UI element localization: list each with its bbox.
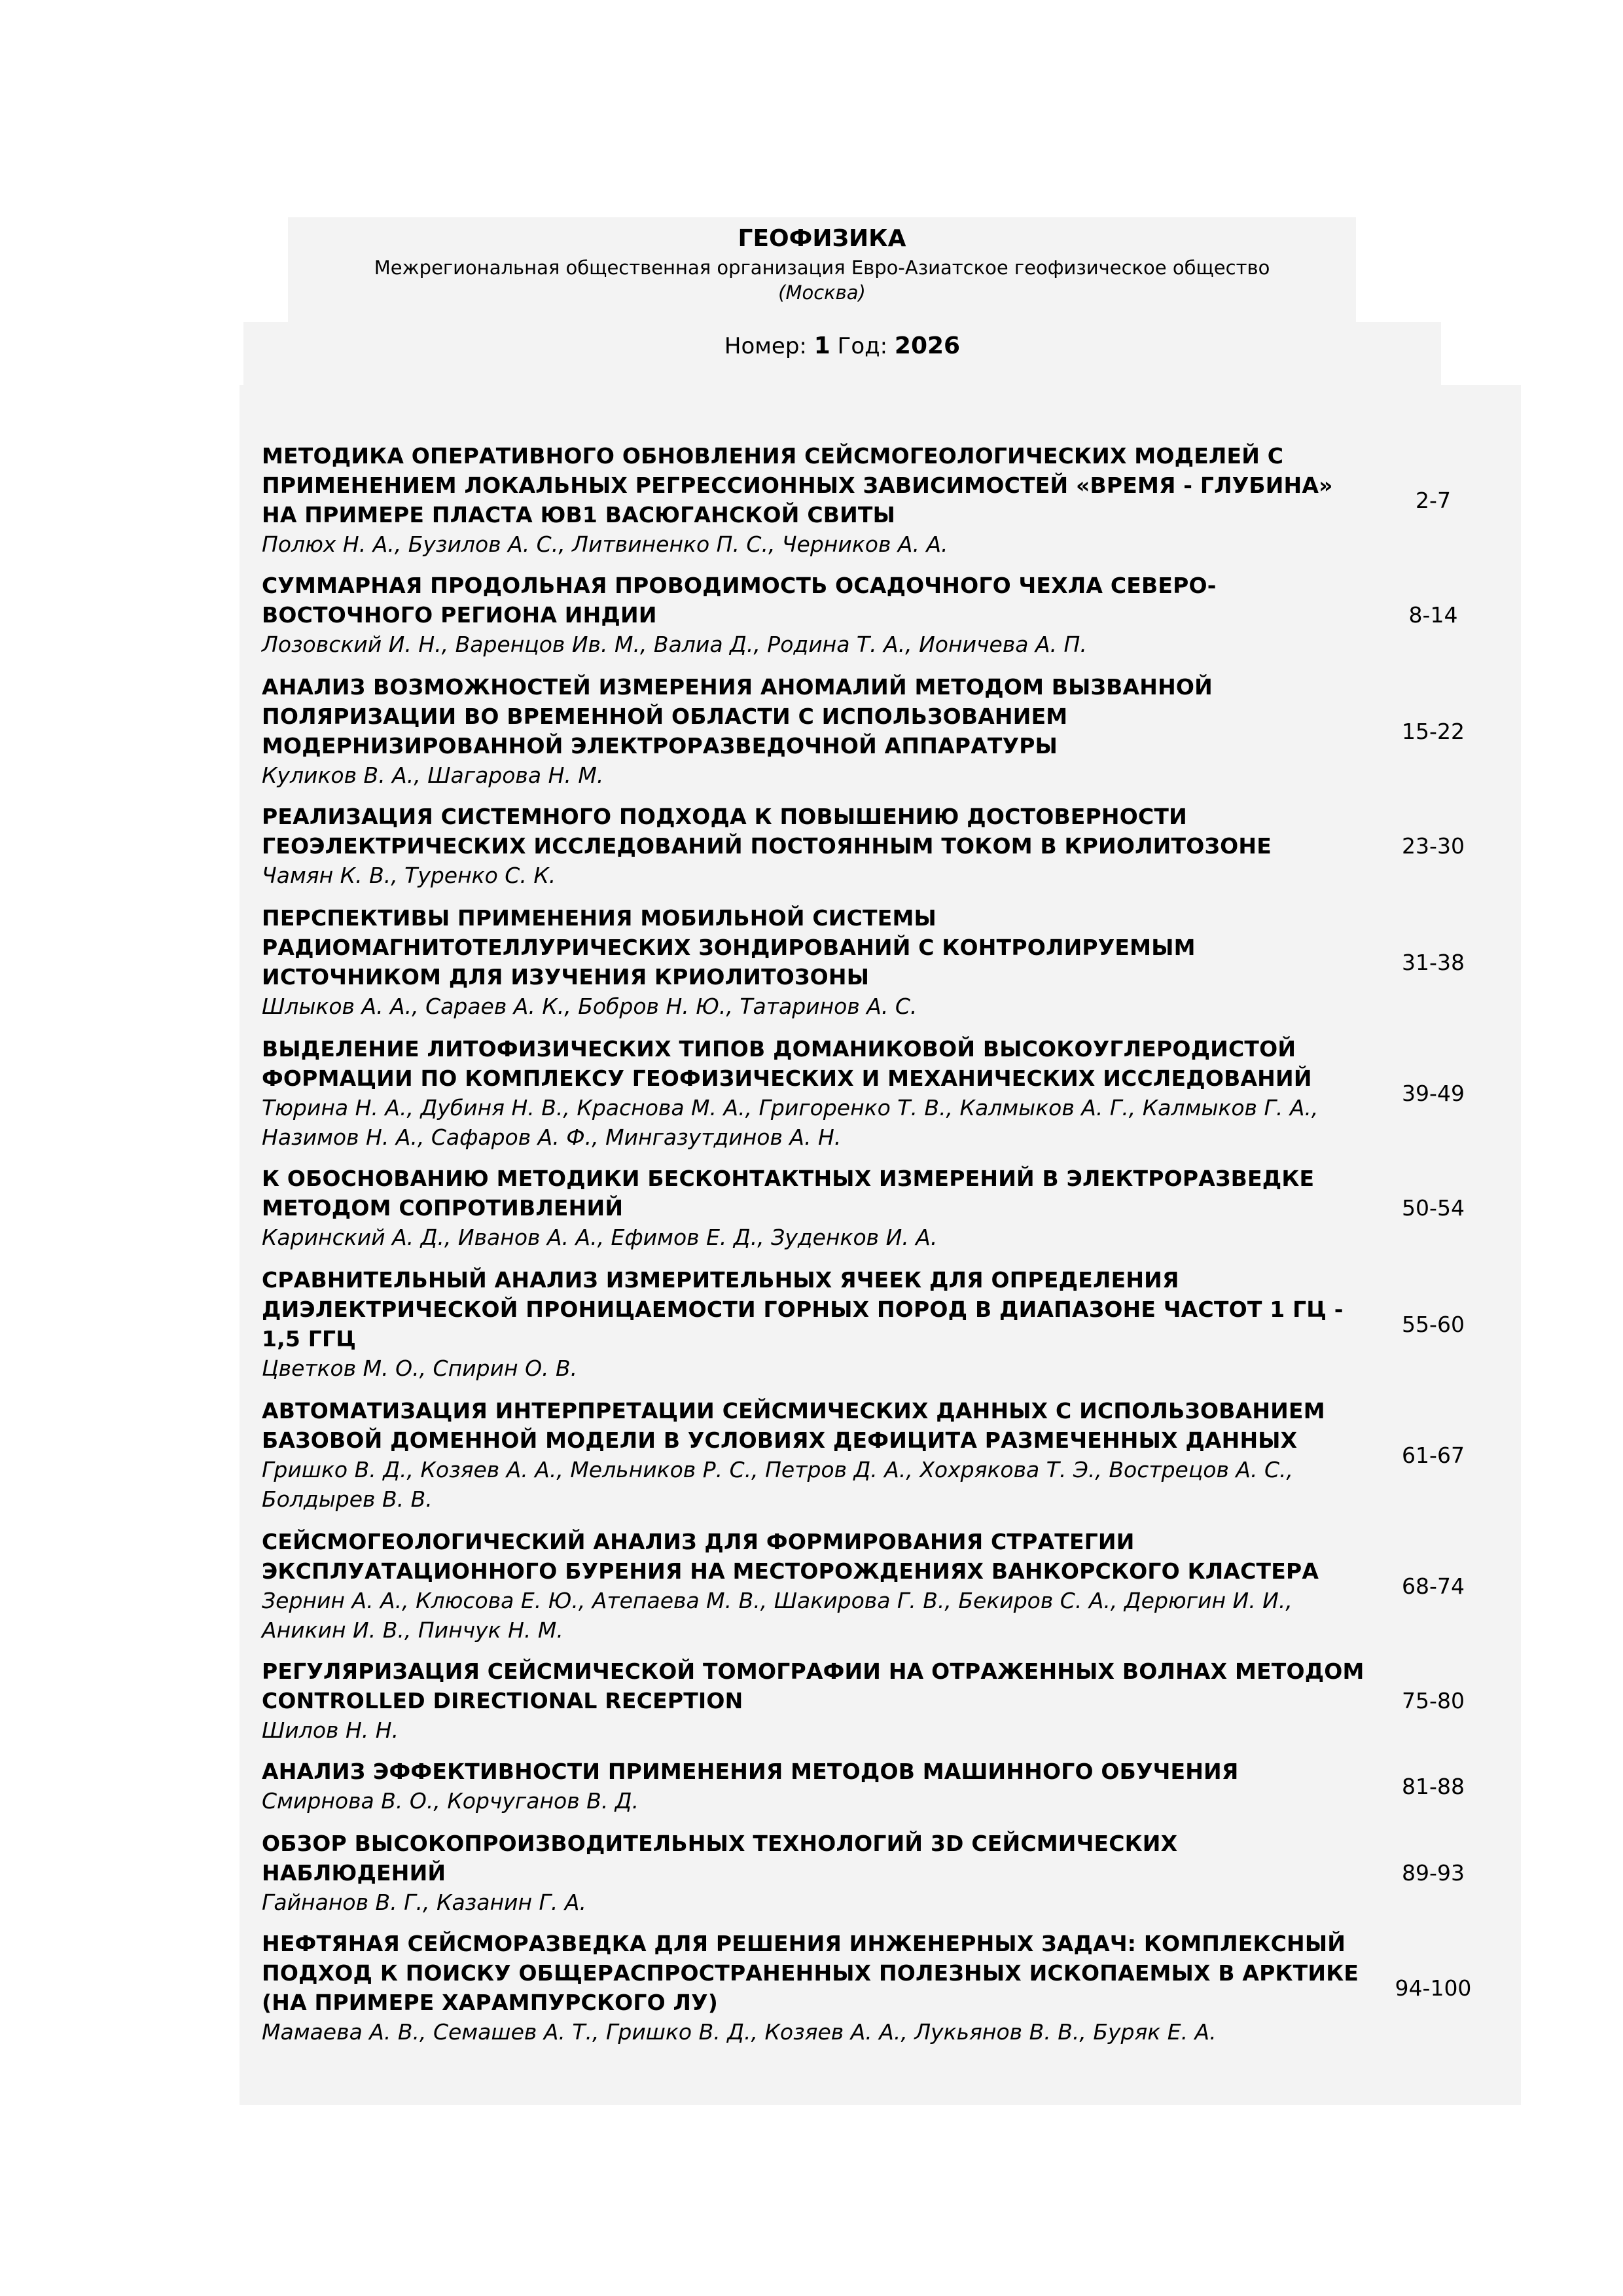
article-pages: 75-80 [1402,1688,1465,1713]
article-title[interactable]: АНАЛИЗ ЭФФЕКТИВНОСТИ ПРИМЕНЕНИЯ МЕТОДОВ МАШИННОГО ОБУЧЕНИЯ [262,1759,1239,1784]
article-entry[interactable] [262,439,1499,562]
year-label: Год: [837,333,888,359]
issue-label: Номер: [724,333,807,359]
article-text [262,1657,1368,1745]
article-authors: Каринский А. Д., Иванов А. А., Ефимов Е. Д., Зуденков И. А. [262,1225,938,1250]
article-authors: Чамян К. В., Туренко С. К. [262,863,556,888]
article-entry[interactable] [262,1654,1499,1748]
article-title[interactable]: АНАЛИЗ ВОЗМОЖНОСТЕЙ ИЗМЕРЕНИЯ АНОМАЛИЙ МЕТОДОМ ВЫЗВАННОЙ ПОЛЯРИЗАЦИИ ВО ВРЕМЕННОЙ ОБЛАСТИ С ИСПОЛЬЗОВАНИЕМ МОДЕРНИЗИРОВАННОЙ ЭЛЕКТРОРАЗВЕДОЧНОЙ АППАРАТУРЫ [262,674,1213,759]
article-title[interactable]: СУММАРНАЯ ПРОДОЛЬНАЯ ПРОВОДИМОСТЬ ОСАДОЧНОГО ЧЕХЛА СЕВЕРО-ВОСТОЧНОГО РЕГИОНА ИНДИИ [262,573,1217,628]
article-list [262,432,1499,2049]
publisher-city: (Москва) [778,281,866,304]
article-authors: Полюх Н. А., Бузилов А. С., Литвиненко П. С., Черников А. А. [262,531,948,557]
issue-number: 1 [813,332,830,359]
article-title[interactable]: ОБЗОР ВЫСОКОПРОИЗВОДИТЕЛЬНЫХ ТЕХНОЛОГИЙ 3D СЕЙСМИЧЕСКИХ НАБЛЮДЕНИЙ [262,1831,1178,1886]
article-title[interactable]: РЕАЛИЗАЦИЯ СИСТЕМНОГО ПОДХОДА К ПОВЫШЕНИЮ ДОСТОВЕРНОСТИ ГЕОЭЛЕКТРИЧЕСКИХ ИССЛЕДОВАНИЙ ПОСТОЯННЫМ ТОКОМ В КРИОЛИТОЗОНЕ [262,804,1272,859]
article-pages: 55-60 [1402,1311,1465,1337]
article-entry[interactable] [262,1263,1499,1386]
article-pages: 8-14 [1408,602,1458,628]
journal-title: ГЕОФИЗИКА [738,225,906,252]
article-text [262,1034,1368,1152]
article-authors: Зернин А. А., Клюсова Е. Ю., Атепаева М. В., Шакирова Г. В., Бекиров С. А., Дерюгин И. И., Аникин И. В., Пинчук Н. М. [262,1588,1293,1643]
article-entry[interactable] [262,1826,1499,1920]
article-entry[interactable] [262,568,1499,662]
article-entry[interactable] [262,670,1499,793]
article-authors: Мамаева А. В., Семашев А. Т., Гришко В. Д., Козяев А. А., Лукьянов В. В., Буряк Е. А. [262,2019,1217,2045]
article-text [262,1396,1368,1514]
article-text [262,1265,1368,1383]
article-text [262,441,1368,559]
article-text [262,802,1368,890]
article-text [262,1929,1368,2047]
article-entry[interactable] [262,1754,1499,1818]
article-text [262,1757,1368,1816]
article-pages: 61-67 [1402,1442,1465,1468]
article-pages: 39-49 [1402,1080,1465,1106]
article-title[interactable]: СЕЙСМОГЕОЛОГИЧЕСКИЙ АНАЛИЗ ДЛЯ ФОРМИРОВАНИЯ СТРАТЕГИИ ЭКСПЛУАТАЦИОННОГО БУРЕНИЯ НА МЕСТОРОЖДЕНИЯХ ВАНКОРСКОГО КЛАСТЕРА [262,1529,1319,1584]
article-title[interactable]: К ОБОСНОВАНИЮ МЕТОДИКИ БЕСКОНТАКТНЫХ ИЗМЕРЕНИЙ В ЭЛЕКТРОРАЗВЕДКЕ МЕТОДОМ СОПРОТИВЛЕНИЙ [262,1166,1315,1221]
article-authors: Шилов Н. Н. [262,1717,399,1743]
article-entry[interactable] [262,1031,1499,1155]
issue-year: 2026 [894,332,961,359]
article-text [262,571,1368,659]
article-authors: Цветков М. О., Спирин О. В. [262,1355,578,1381]
article-pages: 94-100 [1395,1975,1472,2001]
article-authors: Лозовский И. Н., Варенцов Ив. М., Валиа Д., Родина Т. А., Ионичева А. П. [262,632,1087,657]
article-entry[interactable] [262,1161,1499,1255]
article-entry[interactable] [262,799,1499,893]
article-authors: Смирнова В. О., Корчуганов В. Д. [262,1788,639,1814]
article-entry[interactable] [262,1926,1499,2049]
article-text [262,1829,1368,1917]
article-text [262,672,1368,790]
article-authors: Шлыков А. А., Сараев А. К., Бобров Н. Ю., Татаринов А. С. [262,994,918,1019]
article-authors: Тюрина Н. А., Дубиня Н. В., Краснова М. А., Григоренко Т. В., Калмыков А. Г., Калмыков Г. А., Назимов Н. А., Сафаров А. Ф., Мингазутдинов А. Н. [262,1095,1319,1150]
article-entry[interactable] [262,1393,1499,1516]
article-authors: Гришко В. Д., Козяев А. А., Мельников Р. С., Петров Д. А., Хохрякова Т. Э., Вострецов А. С., Болдырев В. В. [262,1457,1293,1512]
article-title[interactable]: ВЫДЕЛЕНИЕ ЛИТОФИЗИЧЕСКИХ ТИПОВ ДОМАНИКОВОЙ ВЫСОКОУГЛЕРОДИСТОЙ ФОРМАЦИИ ПО КОМПЛЕКСУ ГЕОФИЗИЧЕСКИХ И МЕХАНИЧЕСКИХ ИССЛЕДОВАНИЙ [262,1036,1312,1091]
article-entry[interactable] [262,901,1499,1024]
article-pages: 50-54 [1402,1195,1465,1221]
journal-header [288,217,1356,322]
article-text [262,1164,1368,1252]
article-title[interactable]: РЕГУЛЯРИЗАЦИЯ СЕЙСМИЧЕСКОЙ ТОМОГРАФИИ НА ОТРАЖЕННЫХ ВОЛНАХ МЕТОДОМ CONTROLLED DIRECTIONAL RECEPTION [262,1659,1364,1713]
table-of-contents [240,385,1521,2105]
article-pages: 31-38 [1402,949,1465,975]
article-title[interactable]: НЕФТЯНАЯ СЕЙСМОРАЗВЕДКА ДЛЯ РЕШЕНИЯ ИНЖЕНЕРНЫХ ЗАДАЧ: КОМПЛЕКСНЫЙ ПОДХОД К ПОИСКУ ОБЩЕРАСПРОСТРАНЕННЫХ ПОЛЕЗНЫХ ИСКОПАЕМЫХ В АРКТИКЕ (НА ПРИМЕРЕ ХАРАМПУРСКОГО ЛУ) [262,1931,1359,2015]
article-text [262,1527,1368,1645]
publisher-organization: Межрегиональная общественная организация Евро-Азиатское геофизическое общество [374,257,1270,279]
article-authors: Куликов В. А., Шагарова Н. М. [262,762,604,788]
issue-line [243,331,1441,361]
article-pages: 2-7 [1416,487,1451,513]
article-title[interactable]: СРАВНИТЕЛЬНЫЙ АНАЛИЗ ИЗМЕРИТЕЛЬНЫХ ЯЧЕЕК ДЛЯ ОПРЕДЕЛЕНИЯ ДИЭЛЕКТРИЧЕСКОЙ ПРОНИЦАЕМОСТИ ГОРНЫХ ПОРОД В ДИАПАЗОНЕ ЧАСТОТ 1 ГЦ - 1,5 ГГЦ [262,1267,1344,1352]
issue-info [243,322,1441,385]
article-pages: 23-30 [1402,833,1465,859]
article-authors: Гайнанов В. Г., Казанин Г. А. [262,1890,586,1915]
article-text [262,903,1368,1021]
article-title[interactable]: АВТОМАТИЗАЦИЯ ИНТЕРПРЕТАЦИИ СЕЙСМИЧЕСКИХ ДАННЫХ С ИСПОЛЬЗОВАНИЕМ БАЗОВОЙ ДОМЕННОЙ МОДЕЛИ В УСЛОВИЯХ ДЕФИЦИТА РАЗМЕЧЕННЫХ ДАННЫХ [262,1398,1325,1453]
article-title[interactable]: МЕТОДИКА ОПЕРАТИВНОГО ОБНОВЛЕНИЯ СЕЙСМОГЕОЛОГИЧЕСКИХ МОДЕЛЕЙ С ПРИМЕНЕНИЕМ ЛОКАЛЬНЫХ РЕГРЕССИОННЫХ ЗАВИСИМОСТЕЙ «ВРЕМЯ - ГЛУБИНА» НА ПРИМЕРЕ ПЛАСТА ЮВ1 ВАСЮГАНСКОЙ СВИТЫ [262,443,1333,528]
article-pages: 15-22 [1402,718,1465,744]
article-pages: 68-74 [1402,1573,1465,1599]
article-title[interactable]: ПЕРСПЕКТИВЫ ПРИМЕНЕНИЯ МОБИЛЬНОЙ СИСТЕМЫ РАДИОМАГНИТОТЕЛЛУРИЧЕСКИХ ЗОНДИРОВАНИЙ С КОНТРОЛИРУЕМЫМ ИСТОЧНИКОМ ДЛЯ ИЗУЧЕНИЯ КРИОЛИТОЗОНЫ [262,905,1196,990]
article-entry[interactable] [262,1524,1499,1647]
article-pages: 81-88 [1402,1773,1465,1799]
article-pages: 89-93 [1402,1860,1465,1886]
